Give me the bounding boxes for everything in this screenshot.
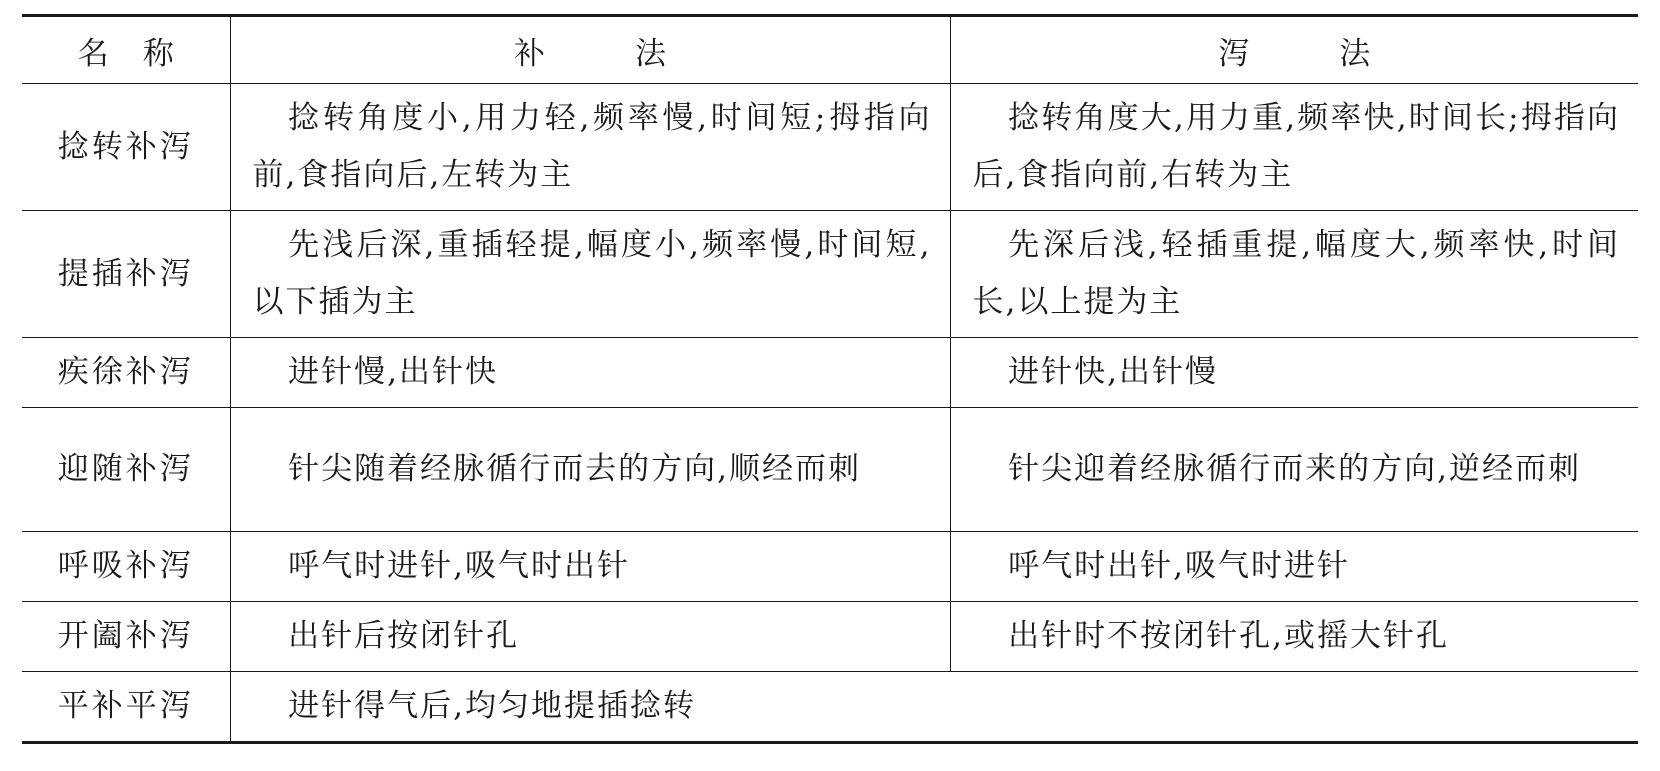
row-bu-cell xyxy=(230,84,950,211)
row-merged-text: 进针得气后,均匀地提插捻转 xyxy=(288,688,696,724)
row-name: 平补平泻 xyxy=(22,672,230,743)
row-bu-text: 针尖随着经脉循行而去的方向,顺经而刺 xyxy=(288,451,861,487)
row-name: 迎随补泻 xyxy=(22,408,230,532)
row-bu-text: 呼气时进针,吸气时出针 xyxy=(288,548,630,584)
header-row xyxy=(22,16,1638,84)
row-xie-cell xyxy=(950,602,1638,672)
row-bu-cell xyxy=(230,338,950,408)
row-xie-cell xyxy=(950,338,1638,408)
row-bu-cell xyxy=(230,532,950,602)
table-row xyxy=(22,532,1638,602)
header-name: 名称 xyxy=(22,16,230,84)
row-bu-text: 出针后按闭针孔 xyxy=(288,618,520,654)
row-xie-text: 针尖迎着经脉循行而来的方向,逆经而刺 xyxy=(1008,451,1581,487)
row-bu-cell xyxy=(230,211,950,338)
table-row xyxy=(22,338,1638,408)
row-xie-cell xyxy=(950,211,1638,338)
header-xie: 泻法 xyxy=(950,16,1638,84)
row-name: 开阖补泻 xyxy=(22,602,230,672)
row-xie-cell xyxy=(950,84,1638,211)
row-xie-text: 先深后浅,轻插重提,幅度大,频率快,时间长,以上提为主 xyxy=(972,227,1620,320)
table-row xyxy=(22,672,1638,743)
table-row xyxy=(22,408,1638,532)
row-name: 疾徐补泻 xyxy=(22,338,230,408)
header-bu: 补法 xyxy=(230,16,950,84)
row-bu-text: 进针慢,出针快 xyxy=(288,354,498,390)
row-name: 呼吸补泻 xyxy=(22,532,230,602)
row-name: 捻转补泻 xyxy=(22,84,230,211)
row-name: 提插补泻 xyxy=(22,211,230,338)
row-xie-text: 呼气时出针,吸气时进针 xyxy=(1008,548,1350,584)
row-bu-cell xyxy=(230,602,950,672)
table-row xyxy=(22,602,1638,672)
row-bu-text: 捻转角度小,用力轻,频率慢,时间短;拇指向前,食指向后,左转为主 xyxy=(252,100,932,193)
table-row xyxy=(22,211,1638,338)
row-bu-cell xyxy=(230,408,950,532)
row-xie-cell xyxy=(950,532,1638,602)
acupuncture-reinforcing-reducing-table xyxy=(22,14,1638,744)
row-xie-text: 进针快,出针慢 xyxy=(1008,354,1218,390)
row-xie-cell xyxy=(950,408,1638,532)
table-row xyxy=(22,84,1638,211)
table-container xyxy=(22,14,1638,744)
row-xie-text: 捻转角度大,用力重,频率快,时间长;拇指向后,食指向前,右转为主 xyxy=(972,100,1620,193)
row-merged-cell xyxy=(230,672,1638,743)
row-bu-text: 先浅后深,重插轻提,幅度小,频率慢,时间短,以下插为主 xyxy=(252,227,932,320)
row-xie-text: 出针时不按闭针孔,或摇大针孔 xyxy=(1008,618,1449,654)
